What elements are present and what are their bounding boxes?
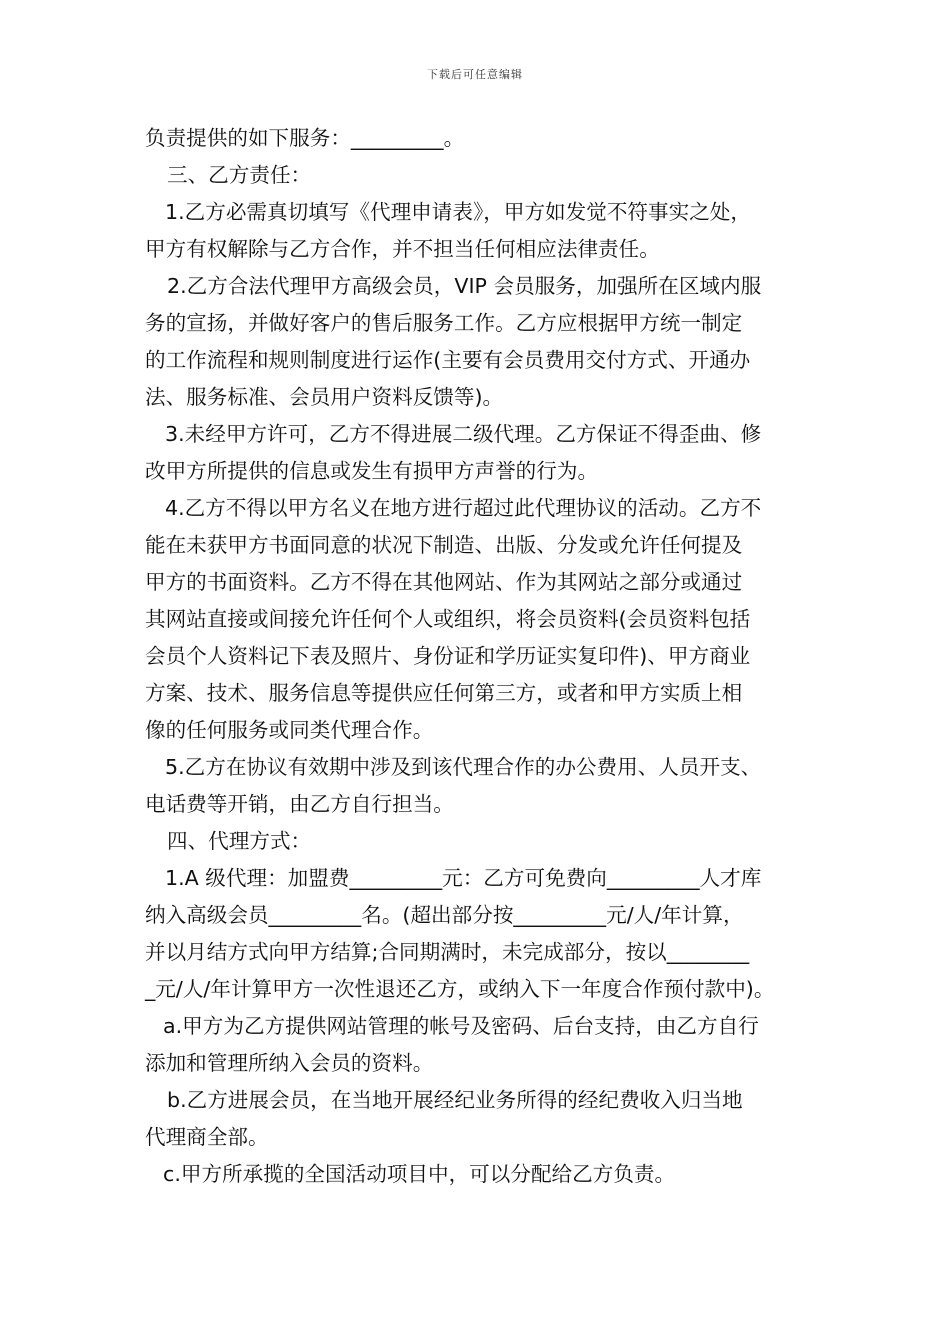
document-body <box>145 120 817 1193</box>
text-line: 方案、技术、服务信息等提供应任何第三方，或者和甲方实质上相 <box>145 681 743 705</box>
text-line: 负责提供的如下服务：_________。 <box>145 126 465 150</box>
text-line: 并以月结方式向甲方结算;合同期满时，未完成部分，按以________ <box>145 940 750 964</box>
text-line: 代理商全部。 <box>145 1125 269 1149</box>
text-line: c.甲方所承揽的全国活动项目中，可以分配给乙方负责。 <box>163 1162 676 1186</box>
text-line: 像的任何服务或同类代理合作。 <box>145 718 434 742</box>
text-line: 甲方的书面资料。乙方不得在其他网站、作为其网站之部分或通过 <box>145 570 743 594</box>
text-line: 电话费等开销，由乙方自行担当。 <box>145 792 454 816</box>
text-line: 纳入高级会员_________名。(超出部分按_________元/人/年计算， <box>145 903 744 927</box>
page-header: 下载后可任意编辑 <box>427 68 523 81</box>
text-line: 甲方有权解除与乙方合作，并不担当任何相应法律责任。 <box>145 237 660 261</box>
text-line: b.乙方进展会员，在当地开展经纪业务所得的经纪费收入归当地 <box>167 1088 743 1112</box>
text-line: 能在未获甲方书面同意的状况下制造、出版、分发或允许任何提及 <box>145 533 743 557</box>
text-line: 添加和管理所纳入会员的资料。 <box>145 1051 434 1075</box>
text-line: 四、代理方式： <box>167 829 312 853</box>
text-line: 1.A 级代理：加盟费_________元：乙方可免费向_________人才库 <box>165 866 762 890</box>
text-line: 改甲方所提供的信息或发生有损甲方声誉的行为。 <box>145 459 599 483</box>
text-line: 1.乙方必需真切填写《代理申请表》，甲方如发觉不符事实之处， <box>165 200 751 224</box>
text-line: 2.乙方合法代理甲方高级会员，VIP 会员服务，加强所在区域内服 <box>167 274 762 298</box>
text-line: a.甲方为乙方提供网站管理的帐号及密码、后台支持，由乙方自行 <box>163 1014 759 1038</box>
text-line: 三、乙方责任： <box>167 163 312 187</box>
text-line: 法、服务标准、会员用户资料反馈等)。 <box>145 385 504 409</box>
text-line: 4.乙方不得以甲方名义在地方进行超过此代理协议的活动。乙方不 <box>165 496 762 520</box>
text-line: _元/人/年计算甲方一次性退还乙方，或纳入下一年度合作预付款中)。 <box>145 977 775 1001</box>
text-line: 务的宣扬，并做好客户的售后服务工作。乙方应根据甲方统一制定 <box>145 311 743 335</box>
text-line: 5.乙方在协议有效期中涉及到该代理合作的办公费用、人员开支、 <box>165 755 762 779</box>
text-line: 的工作流程和规则制度进行运作(主要有会员费用交付方式、开通办 <box>145 348 751 372</box>
text-line: 会员个人资料记下表及照片、身份证和学历证实复印件)、甲方商业 <box>145 644 751 668</box>
text-line: 其网站直接或间接允许任何个人或组织，将会员资料(会员资料包括 <box>145 607 751 631</box>
text-line: 3.未经甲方许可，乙方不得进展二级代理。乙方保证不得歪曲、修 <box>165 422 762 446</box>
